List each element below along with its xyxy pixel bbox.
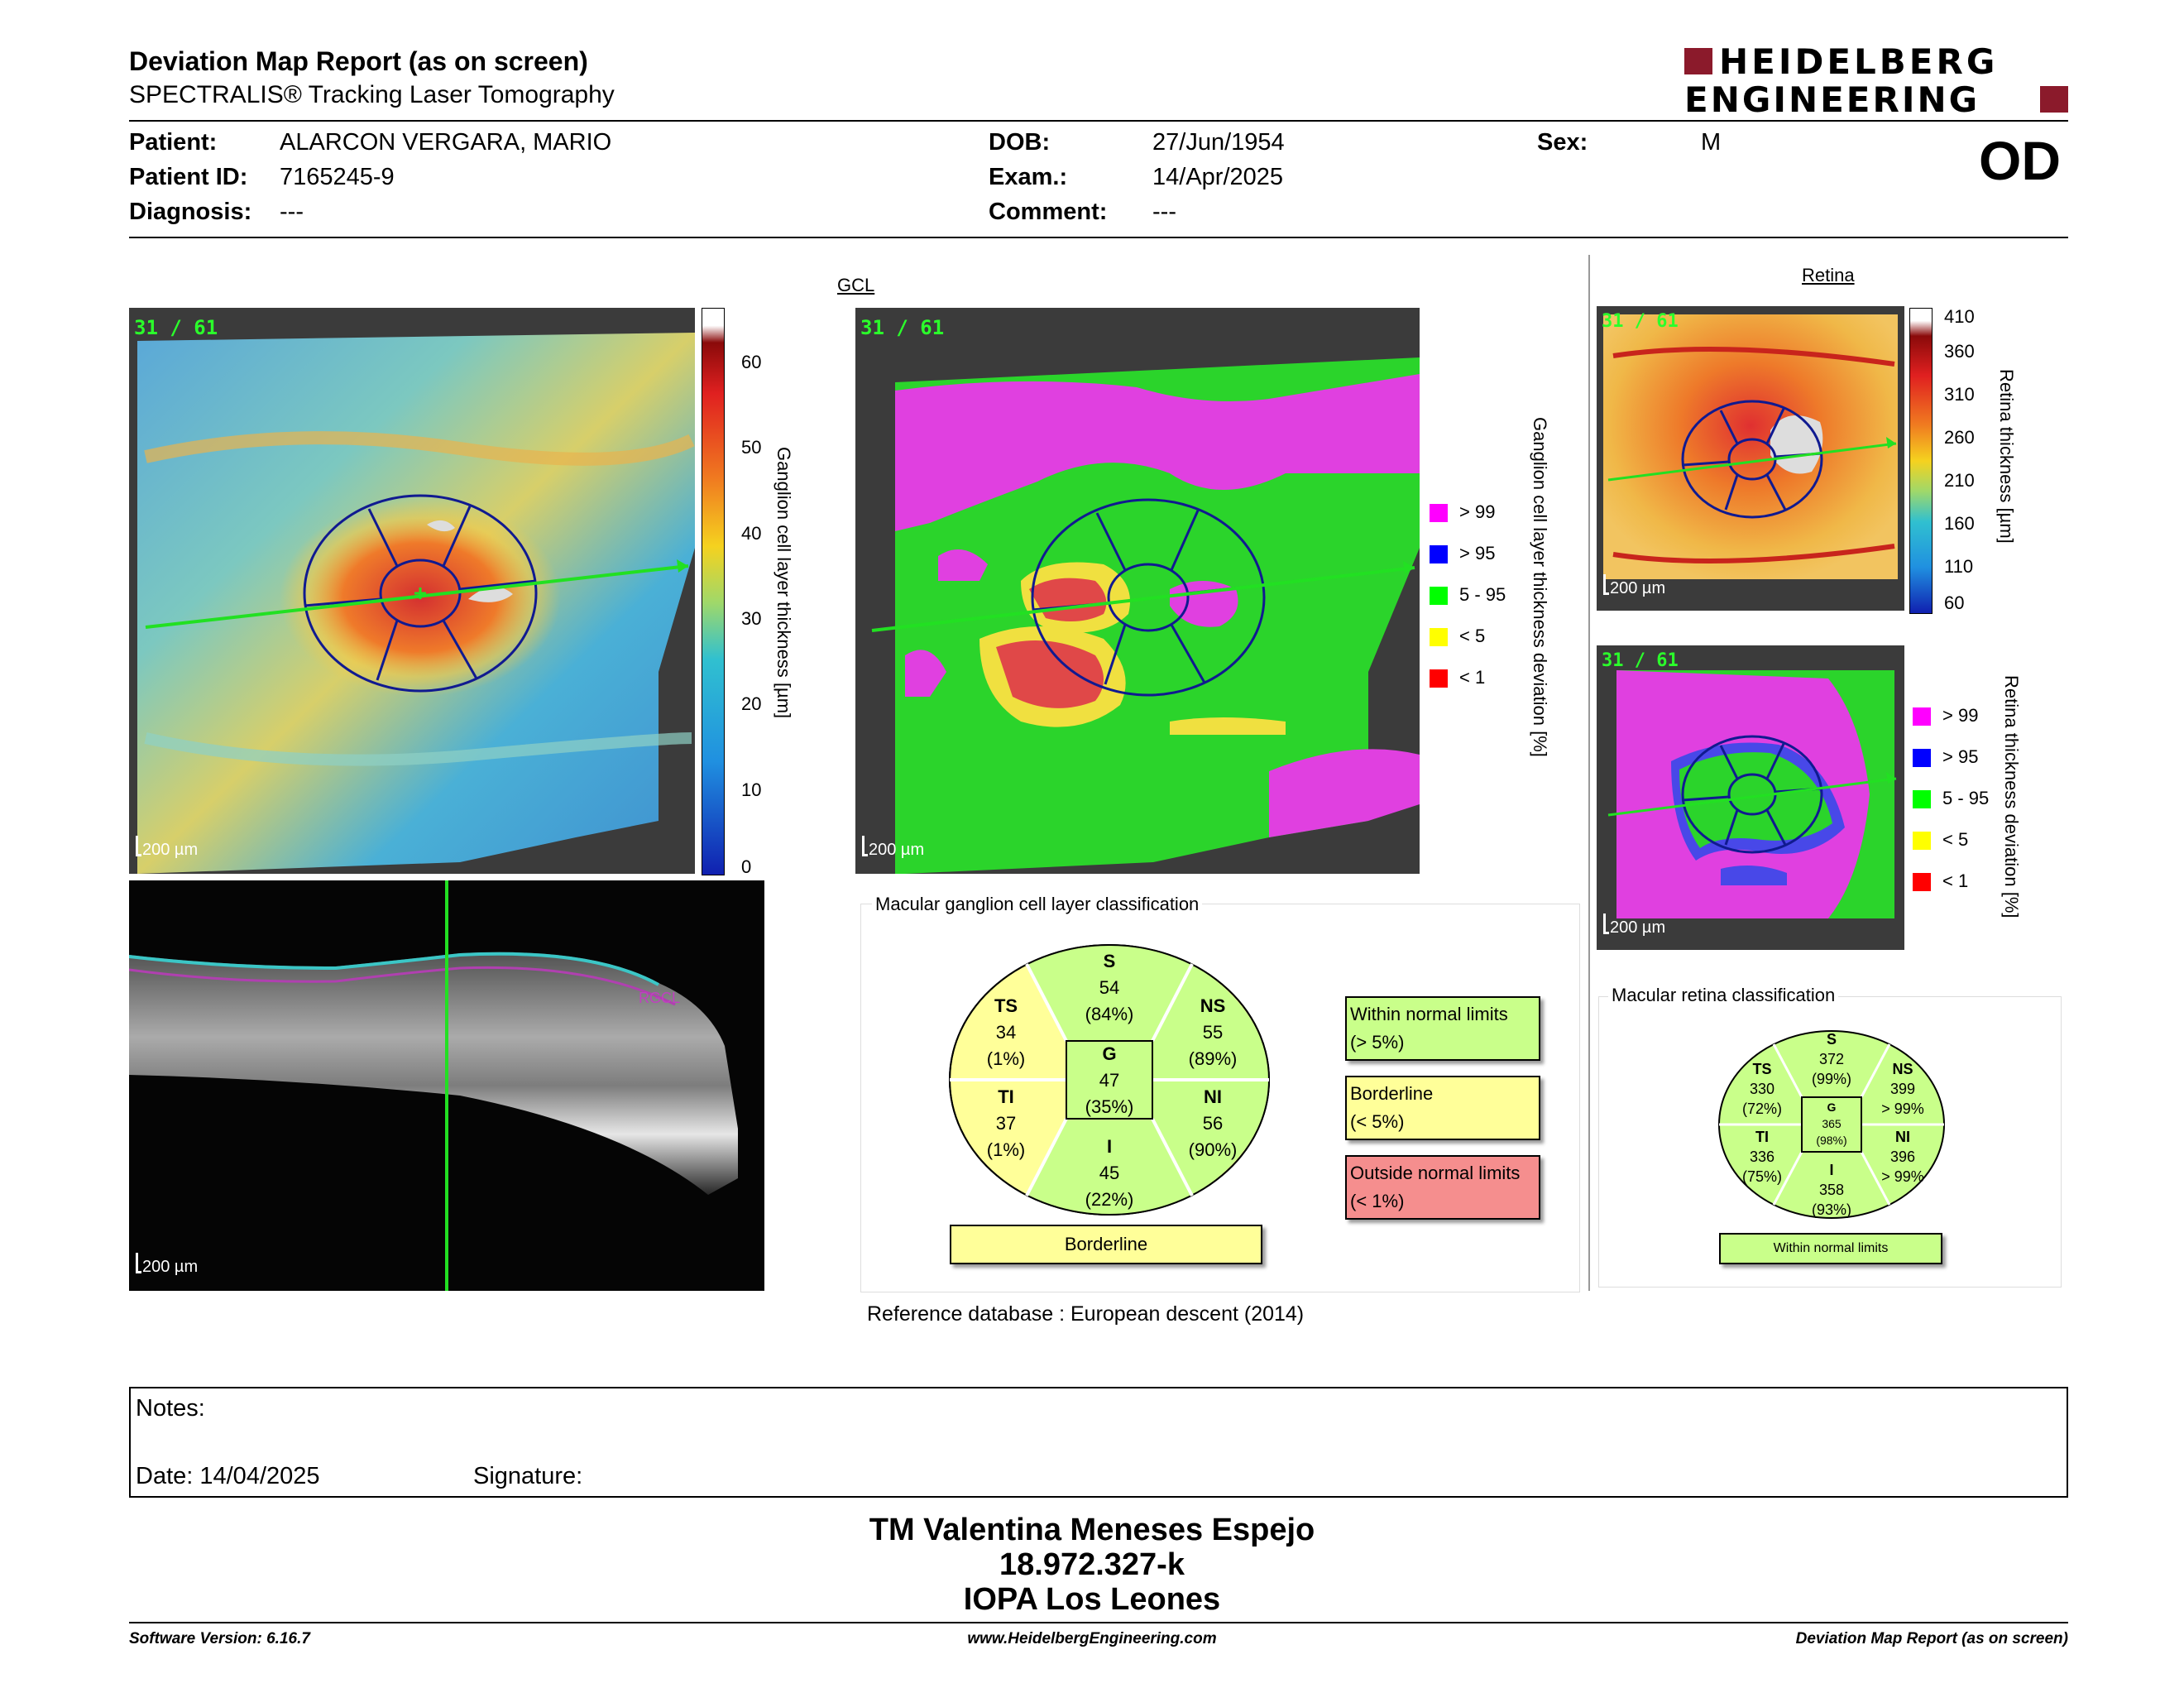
gcl-bscan bbox=[129, 880, 764, 1291]
gcl-legend-99-label: > 99 bbox=[1459, 501, 1496, 522]
retina-sector-ns-value: 399 bbox=[1889, 1081, 1916, 1097]
notes-box[interactable] bbox=[129, 1387, 2068, 1498]
gcl-thickness-tick-20: 20 bbox=[741, 693, 762, 714]
gcl-legend-95-label: > 95 bbox=[1459, 543, 1496, 563]
legend-outside-normal-label: Outside normal limits bbox=[1350, 1163, 1521, 1183]
patient-divider bbox=[129, 237, 2068, 238]
gcl-sector-ts bbox=[965, 993, 1047, 1072]
sex-value: M bbox=[1701, 129, 1722, 156]
gcl-sector-ns bbox=[1171, 993, 1254, 1072]
retina-legend-5-95-label: 5 - 95 bbox=[1942, 788, 1990, 808]
exam-value: 14/Apr/2025 bbox=[1152, 164, 1284, 190]
retina-deviation-frame-counter: 31 / 61 bbox=[1602, 650, 1679, 671]
legend-within-normal-label: Within normal limits bbox=[1350, 1004, 1508, 1024]
eye-label: OD bbox=[1979, 130, 2061, 191]
retina-thickness-tick-410: 410 bbox=[1944, 306, 1975, 327]
gcl-legend-5-95-swatch bbox=[1430, 587, 1448, 605]
gcl-sector-ti bbox=[965, 1084, 1047, 1163]
gcl-sector-ti-pct: (1%) bbox=[986, 1139, 1026, 1160]
gcl-sector-s-value: 54 bbox=[1099, 977, 1120, 998]
retina-sector-ns bbox=[1870, 1059, 1936, 1119]
gcl-sector-i-name: I bbox=[1106, 1136, 1113, 1157]
gcl-thickness-frame-counter: 31 / 61 bbox=[134, 316, 218, 339]
gcl-result-badge bbox=[950, 1225, 1262, 1264]
retina-classification-title: Macular retina classification bbox=[1608, 985, 1838, 1006]
gcl-thickness-colorbar bbox=[702, 308, 725, 875]
retina-deviation-axis-label: Retina thickness deviation [%] bbox=[2001, 675, 2022, 918]
retina-sector-i-name: I bbox=[1829, 1162, 1834, 1178]
retina-thickness-axis-label: Retina thickness [µm] bbox=[1996, 369, 2017, 544]
retina-sector-s bbox=[1798, 1029, 1865, 1089]
retina-deviation-map bbox=[1597, 645, 1904, 950]
gcl-legend-99 bbox=[1430, 501, 1495, 523]
retina-legend-5-label: < 5 bbox=[1942, 829, 1969, 850]
logo-line2: ENGINEERING bbox=[1684, 79, 1980, 120]
gcl-sector-ns-name: NS bbox=[1200, 995, 1226, 1016]
retina-sector-chart bbox=[1717, 1029, 1946, 1220]
gcl-legend-5-swatch bbox=[1430, 628, 1448, 646]
patient-id-label: Patient ID: bbox=[129, 164, 248, 190]
notes-label: Notes: bbox=[136, 1395, 205, 1422]
retina-thickness-tick-360: 360 bbox=[1944, 341, 1975, 362]
gcl-section-label: GCL bbox=[837, 275, 875, 295]
gcl-legend-95 bbox=[1430, 543, 1495, 564]
gcl-sector-ns-pct: (89%) bbox=[1188, 1048, 1238, 1069]
gcl-legend-5-95 bbox=[1430, 584, 1506, 606]
notes-date: Date: 14/04/2025 bbox=[136, 1463, 320, 1489]
footer-report-name: Deviation Map Report (as on screen) bbox=[1795, 1630, 2068, 1647]
retina-deviation-scale: 200 µm bbox=[1610, 918, 1666, 937]
operator-name: TM Valentina Meneses Espejo bbox=[869, 1513, 1315, 1547]
legend-outside-normal bbox=[1345, 1155, 1540, 1220]
retina-sector-ti-pct: (75%) bbox=[1741, 1168, 1782, 1185]
retina-sector-ti bbox=[1729, 1127, 1795, 1187]
gcl-sector-s-pct: (84%) bbox=[1085, 1004, 1134, 1024]
retina-legend-5 bbox=[1913, 829, 1968, 851]
retina-sector-ts-value: 330 bbox=[1749, 1081, 1775, 1097]
retina-legend-1 bbox=[1913, 870, 1968, 892]
retina-legend-95-swatch bbox=[1913, 749, 1931, 767]
gcl-deviation-frame-counter: 31 / 61 bbox=[860, 316, 945, 339]
retina-legend-99-label: > 99 bbox=[1942, 705, 1979, 726]
patient-label: Patient: bbox=[129, 129, 218, 156]
retina-sector-ns-name: NS bbox=[1892, 1061, 1913, 1077]
gcl-thickness-axis-label: Ganglion cell layer thickness [µm] bbox=[774, 447, 794, 719]
legend-within-normal bbox=[1345, 996, 1540, 1061]
comment-value: --- bbox=[1152, 199, 1176, 225]
gcl-deviation-axis-label: Ganglion cell layer thickness deviation [%] bbox=[1530, 417, 1550, 757]
legend-borderline-label: Borderline bbox=[1350, 1083, 1434, 1104]
retina-sector-g-name: G bbox=[1827, 1101, 1837, 1114]
gcl-thickness-map bbox=[129, 308, 695, 874]
legend-borderline-sub: (< 5%) bbox=[1350, 1111, 1405, 1132]
retina-legend-95 bbox=[1913, 746, 1978, 768]
gcl-deviation-map bbox=[855, 308, 1420, 874]
gcl-thickness-tick-60: 60 bbox=[741, 352, 762, 372]
retina-sector-ni-value: 396 bbox=[1889, 1149, 1916, 1165]
legend-outside-normal-sub: (< 1%) bbox=[1350, 1191, 1405, 1211]
gcl-sector-i-value: 45 bbox=[1099, 1163, 1120, 1183]
legend-borderline bbox=[1345, 1076, 1540, 1140]
gcl-legend-95-swatch bbox=[1430, 545, 1448, 563]
gcl-sector-ts-value: 34 bbox=[995, 1022, 1017, 1043]
retina-sector-i-value: 358 bbox=[1818, 1182, 1845, 1198]
retina-sector-s-pct: (99%) bbox=[1811, 1071, 1851, 1087]
footer-divider bbox=[129, 1622, 2068, 1623]
diagnosis-label: Diagnosis: bbox=[129, 199, 252, 225]
heidelberg-logo bbox=[1684, 41, 2068, 120]
notes-signature: Signature: bbox=[473, 1463, 583, 1489]
logo-square-top bbox=[1684, 48, 1712, 74]
gcl-sector-ts-pct: (1%) bbox=[986, 1048, 1026, 1069]
operator-institution: IOPA Los Leones bbox=[963, 1582, 1221, 1617]
software-version: Software Version: 6.16.7 bbox=[129, 1630, 310, 1647]
bscan-layer-tag: RGCL bbox=[639, 990, 681, 1006]
retina-sector-ts-pct: (72%) bbox=[1741, 1101, 1782, 1117]
gcl-sector-ti-value: 37 bbox=[995, 1113, 1017, 1134]
retina-sector-ni-pct: > 99% bbox=[1881, 1168, 1924, 1185]
retina-sector-g-value: 365 bbox=[1822, 1117, 1842, 1130]
gcl-legend-5-label: < 5 bbox=[1459, 626, 1486, 646]
gcl-result-text: Borderline bbox=[1064, 1234, 1148, 1254]
retina-legend-5-95 bbox=[1913, 788, 1989, 809]
retina-thickness-scale: 200 µm bbox=[1610, 579, 1666, 597]
retina-legend-1-swatch bbox=[1913, 873, 1931, 891]
retina-sector-g bbox=[1802, 1099, 1861, 1149]
retina-result-badge bbox=[1719, 1233, 1942, 1264]
retina-sector-ti-name: TI bbox=[1755, 1129, 1769, 1145]
retina-legend-5-swatch bbox=[1913, 832, 1931, 850]
retina-legend-5-95-swatch bbox=[1913, 790, 1931, 808]
retina-sector-i-pct: (93%) bbox=[1811, 1201, 1851, 1218]
retina-thickness-tick-160: 160 bbox=[1944, 513, 1975, 534]
gcl-sector-g-pct: (35%) bbox=[1085, 1096, 1134, 1117]
comment-label: Comment: bbox=[989, 199, 1108, 225]
website-link[interactable]: www.HeidelbergEngineering.com bbox=[967, 1630, 1217, 1647]
bscan-scale: 200 µm bbox=[142, 1258, 199, 1276]
retina-sector-ti-value: 336 bbox=[1749, 1149, 1775, 1165]
gcl-sector-i-pct: (22%) bbox=[1085, 1189, 1134, 1210]
retina-sector-ts-name: TS bbox=[1752, 1061, 1772, 1077]
gcl-thickness-scale: 200 µm bbox=[142, 841, 199, 859]
gcl-thickness-tick-10: 10 bbox=[741, 779, 762, 800]
legend-within-normal-sub: (> 5%) bbox=[1350, 1032, 1405, 1053]
gcl-sector-g-value: 47 bbox=[1099, 1070, 1120, 1091]
gcl-deviation-scale: 200 µm bbox=[869, 841, 925, 859]
retina-thickness-tick-60: 60 bbox=[1944, 592, 1965, 613]
retina-sector-s-value: 372 bbox=[1818, 1051, 1845, 1067]
retina-thickness-frame-counter: 31 / 61 bbox=[1602, 311, 1679, 332]
gcl-legend-5-95-label: 5 - 95 bbox=[1459, 584, 1506, 605]
retina-sector-s-name: S bbox=[1826, 1031, 1837, 1048]
gcl-classification-title: Macular ganglion cell layer classification bbox=[872, 894, 1202, 915]
retina-sector-ns-pct: > 99% bbox=[1881, 1101, 1924, 1117]
operator-id: 18.972.327-k bbox=[999, 1547, 1185, 1582]
gcl-sector-s-name: S bbox=[1103, 951, 1116, 971]
dob-label: DOB: bbox=[989, 129, 1051, 156]
gcl-sector-ni bbox=[1171, 1084, 1254, 1163]
retina-legend-1-label: < 1 bbox=[1942, 870, 1969, 891]
retina-legend-99 bbox=[1913, 705, 1978, 727]
gcl-thickness-tick-30: 30 bbox=[741, 608, 762, 629]
retina-sector-ts bbox=[1729, 1059, 1795, 1119]
retina-sector-ni-name: NI bbox=[1895, 1129, 1910, 1145]
patient-id: 7165245-9 bbox=[280, 164, 395, 190]
gcl-legend-5 bbox=[1430, 626, 1485, 647]
reference-database: Reference database : European descent (2014) bbox=[867, 1302, 1305, 1326]
logo-square-bottom bbox=[2040, 86, 2068, 113]
retina-section-label: Retina bbox=[1802, 265, 1855, 285]
gcl-sector-ns-value: 55 bbox=[1202, 1022, 1224, 1043]
retina-sector-ni bbox=[1870, 1127, 1936, 1187]
retina-thickness-colorbar bbox=[1909, 308, 1933, 614]
gcl-thickness-tick-0: 0 bbox=[741, 856, 752, 877]
logo-line1: HEIDELBERG bbox=[1719, 41, 1999, 82]
gcl-thickness-tick-50: 50 bbox=[741, 437, 762, 458]
gcl-sector-ni-value: 56 bbox=[1202, 1113, 1224, 1134]
gcl-legend-99-swatch bbox=[1430, 504, 1448, 522]
retina-result-text: Within normal limits bbox=[1773, 1241, 1889, 1255]
gcl-sector-g-name: G bbox=[1102, 1043, 1117, 1064]
gcl-legend-1-swatch bbox=[1430, 669, 1448, 688]
exam-label: Exam.: bbox=[989, 164, 1068, 190]
gcl-legend-1-label: < 1 bbox=[1459, 667, 1486, 688]
gcl-legend-1 bbox=[1430, 667, 1485, 688]
report-title: Deviation Map Report (as on screen) bbox=[129, 46, 588, 76]
gcl-sector-ni-name: NI bbox=[1204, 1086, 1222, 1107]
gcl-sector-ti-name: TI bbox=[998, 1086, 1014, 1107]
retina-thickness-tick-310: 310 bbox=[1944, 384, 1975, 405]
dob-value: 27/Jun/1954 bbox=[1152, 129, 1285, 156]
diagnosis-value: --- bbox=[280, 199, 304, 225]
report-subtitle: SPECTRALIS® Tracking Laser Tomography bbox=[129, 81, 615, 108]
retina-thickness-map bbox=[1597, 306, 1904, 611]
retina-legend-99-swatch bbox=[1913, 707, 1931, 726]
sex-label: Sex: bbox=[1537, 129, 1588, 156]
gcl-thickness-tick-40: 40 bbox=[741, 523, 762, 544]
section-divider bbox=[1588, 255, 1590, 1291]
gcl-sector-ts-name: TS bbox=[994, 995, 1018, 1016]
patient-name: ALARCON VERGARA, MARIO bbox=[280, 129, 612, 156]
retina-sector-i bbox=[1798, 1160, 1865, 1220]
gcl-sector-chart bbox=[948, 943, 1271, 1216]
gcl-sector-g bbox=[1068, 1041, 1151, 1120]
retina-thickness-tick-210: 210 bbox=[1944, 470, 1975, 491]
retina-thickness-tick-110: 110 bbox=[1944, 556, 1974, 577]
retina-sector-g-pct: (98%) bbox=[1816, 1134, 1847, 1147]
gcl-sector-i bbox=[1068, 1134, 1151, 1213]
retina-thickness-tick-260: 260 bbox=[1944, 427, 1975, 448]
retina-legend-95-label: > 95 bbox=[1942, 746, 1979, 767]
header-divider bbox=[129, 120, 2068, 122]
gcl-sector-ni-pct: (90%) bbox=[1188, 1139, 1238, 1160]
gcl-sector-s bbox=[1068, 948, 1151, 1028]
